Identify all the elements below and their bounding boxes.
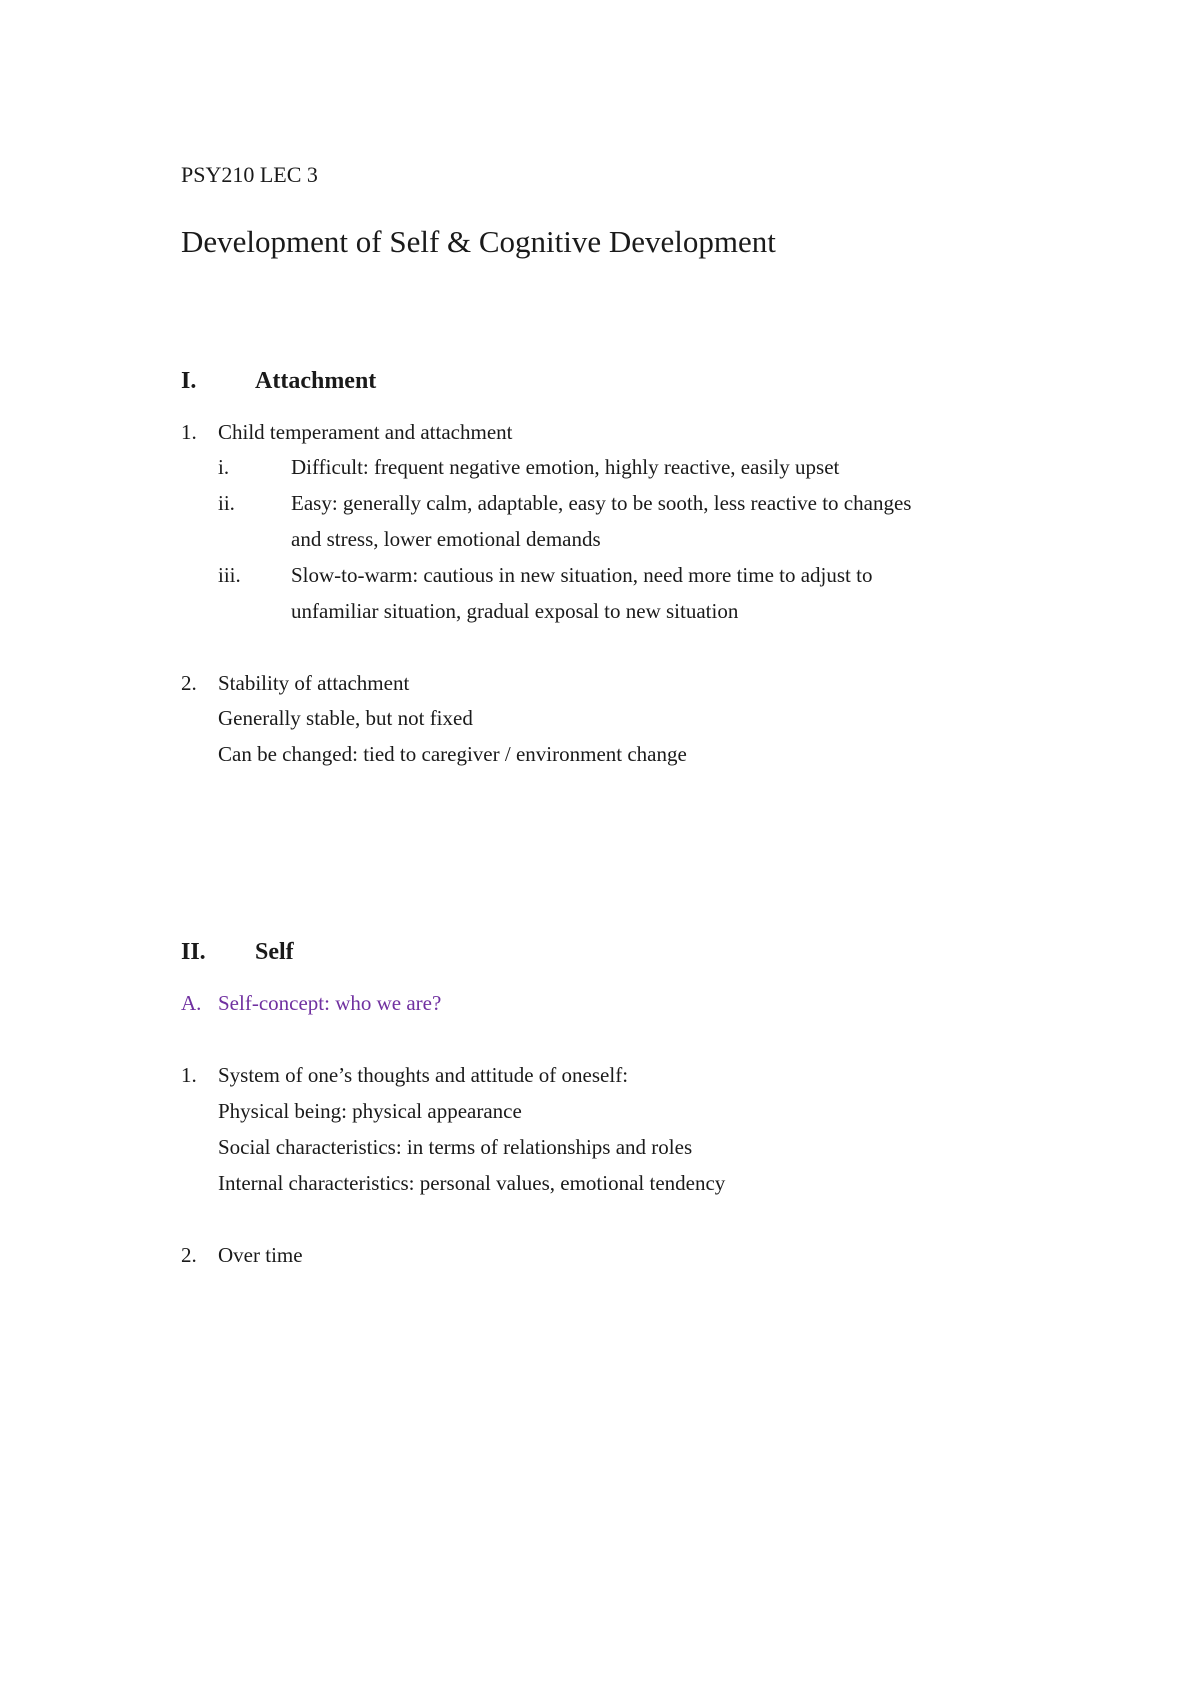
sublist-item-text: Slow-to-warm: cautious in new situation, need more time to adjust to [291,563,873,587]
section-2-number: II. [181,939,206,965]
list-item-text: Physical being: physical appearance [218,1099,522,1123]
section-1-title: Attachment [255,368,377,394]
list-item-text: Child temperament and attachment [218,420,513,444]
list-item-text: System of one’s thoughts and attitude of oneself: [218,1063,629,1087]
sublist-item-text: Easy: generally calm, adaptable, easy to be sooth, less reactive to changes [291,491,912,515]
sublist-item-text: unfamiliar situation, gradual exposal to new situation [291,599,739,623]
list-item-text: Can be changed: tied to caregiver / environment change [218,742,687,766]
sublist-item-number: i. [218,455,230,479]
document-title: Development of Self & Cognitive Development [181,224,776,259]
list-item-number: 1. [181,420,197,444]
sublist-item-text: and stress, lower emotional demands [291,527,601,551]
section-1-number: I. [181,368,197,394]
list-item-text: Generally stable, but not fixed [218,706,473,730]
list-item-text: Internal characteristics: personal values, emotional tendency [218,1171,726,1195]
list-item-text: Social characteristics: in terms of relationships and roles [218,1135,693,1159]
list-item-number: 1. [181,1063,197,1087]
sublist-item-text: Difficult: frequent negative emotion, highly reactive, easily upset [291,455,840,479]
subheading-letter: A. [181,991,202,1015]
sublist-item-number: ii. [218,491,235,515]
section-2-title: Self [255,939,294,965]
list-item-text: Stability of attachment [218,671,410,695]
subheading-text: Self-concept: who we are? [218,991,442,1015]
list-item-number: 2. [181,1243,197,1267]
sublist-item-number: iii. [218,563,241,587]
course-code: PSY210 LEC 3 [181,162,318,187]
list-item-number: 2. [181,671,197,695]
list-item-text: Over time [218,1243,303,1267]
